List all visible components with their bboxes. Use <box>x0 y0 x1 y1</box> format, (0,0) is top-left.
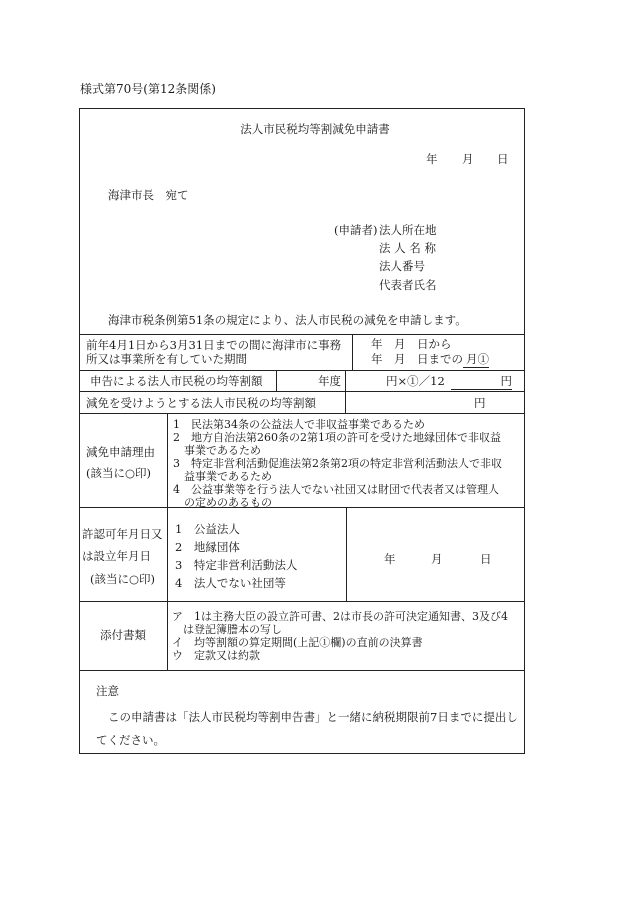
header-month-label: 月 <box>462 152 474 166</box>
period-label-line2: 所又は事業所を有していた期間 <box>86 352 247 366</box>
tax-row-yen: 円 <box>451 374 512 390</box>
permission-day-label: 日 <box>480 552 492 566</box>
divider <box>79 334 525 335</box>
reason-item-line: 2 地方自治法第260条の2第1項の許可を受けた地縁団体で非収益 <box>173 431 501 444</box>
reason-label: 減免申請理由 <box>86 445 155 459</box>
divider <box>79 370 525 371</box>
attachment-item-line: は登記簿謄本の写し <box>172 623 282 636</box>
reason-note: (該当に○印) <box>86 466 152 480</box>
permission-month-label: 月 <box>431 552 443 566</box>
applicant-prefix: (申請者) <box>334 223 378 237</box>
divider <box>79 670 525 671</box>
reason-item <box>173 457 502 483</box>
attachments-label: 添付書類 <box>100 628 146 642</box>
applicant-address-label: 法人所在地 <box>379 223 437 237</box>
attachment-item-line: ア 1は主務大臣の設立許可書、2は市長の許可決定通知書、3及び4 <box>172 610 508 623</box>
divider <box>352 334 353 370</box>
notes-line1: この申請書は「法人市民税均等割申告書」と一緒に納税期限前7日までに提出し <box>108 710 518 724</box>
divider <box>167 413 168 670</box>
period-to-prefix: 年 月 日までの <box>371 352 463 366</box>
reason-item-line: 4 公益事業等を行う法人でない社団又は財団で代表者又は管理人 <box>173 483 499 496</box>
reason-item <box>173 483 502 509</box>
reason-item <box>173 418 502 431</box>
period-from: 年 月 日から <box>371 337 452 351</box>
attachment-item <box>172 649 508 662</box>
tax-row-fiscal-year: 年度 <box>318 374 341 388</box>
divider <box>276 370 277 391</box>
tax-row-formula: 円×①／12 <box>386 374 445 388</box>
permission-year-label: 年 <box>384 552 396 566</box>
exempt-amount-yen: 円 <box>474 396 486 410</box>
notes-line2: てください。 <box>96 733 165 747</box>
period-label-line1: 前年4月1日から3月31日までの間に海津市に事務 <box>86 338 342 352</box>
applicant-rep-label: 代表者氏名 <box>379 278 437 292</box>
applicant-number-label: 法人番号 <box>379 259 425 273</box>
attachment-item-line: ウ 定款又は約款 <box>172 649 260 662</box>
form-number: 様式第70号(第12条関係) <box>80 82 216 96</box>
attachment-item <box>172 636 508 649</box>
attachment-item-line: イ 均等割額の算定期間(上記①欄)の直前の決算書 <box>172 636 423 649</box>
permission-item: 2 地縁団体 <box>175 540 240 554</box>
reason-item-line: の定めのあるもの <box>173 496 272 509</box>
tax-row-result <box>451 374 512 390</box>
permission-item: 4 法人でない社団等 <box>175 576 286 590</box>
divider <box>79 601 525 602</box>
permission-item: 1 公益法人 <box>175 522 240 536</box>
reason-item-line: 3 特定非営利活動促進法第2条第2項の特定非営利活動法人で非収 <box>173 457 502 470</box>
attachments-list <box>172 610 508 662</box>
permission-label-line2: は設立年月日 <box>82 549 151 563</box>
addressee: 海津市長 宛て <box>108 188 189 202</box>
divider <box>79 413 525 414</box>
tax-row-label: 申告による法人市民税の均等割額 <box>90 374 263 388</box>
exempt-amount-label: 減免を受けようとする法人市民税の均等割額 <box>86 396 316 410</box>
declaration: 海津市税条例第51条の規定により、法人市民税の減免を申請します。 <box>108 313 467 327</box>
period-months: 月① <box>463 352 489 368</box>
applicant-name-label: 法 人 名 称 <box>379 241 436 255</box>
reason-item-line: 益事業であるため <box>173 470 272 483</box>
reason-item-line: 1 民法第34条の公益法人で非収益事業であるため <box>173 418 425 431</box>
permission-label-line1: 許認可年月日又 <box>82 527 163 541</box>
reason-list <box>173 418 502 509</box>
divider <box>345 370 346 413</box>
reason-item-line: 事業であるため <box>173 444 261 457</box>
period-to <box>371 352 489 368</box>
reason-item <box>173 431 502 457</box>
permission-item: 3 特定非営利活動法人 <box>175 558 298 572</box>
permission-note: (該当に○印) <box>90 572 156 586</box>
divider <box>346 507 347 601</box>
divider <box>79 391 525 392</box>
notes-heading: 注意 <box>96 684 119 698</box>
attachment-item <box>172 610 508 636</box>
header-day-label: 日 <box>497 152 509 166</box>
header-year-label: 年 <box>426 152 438 166</box>
form-title: 法人市民税均等割減免申請書 <box>240 122 390 136</box>
